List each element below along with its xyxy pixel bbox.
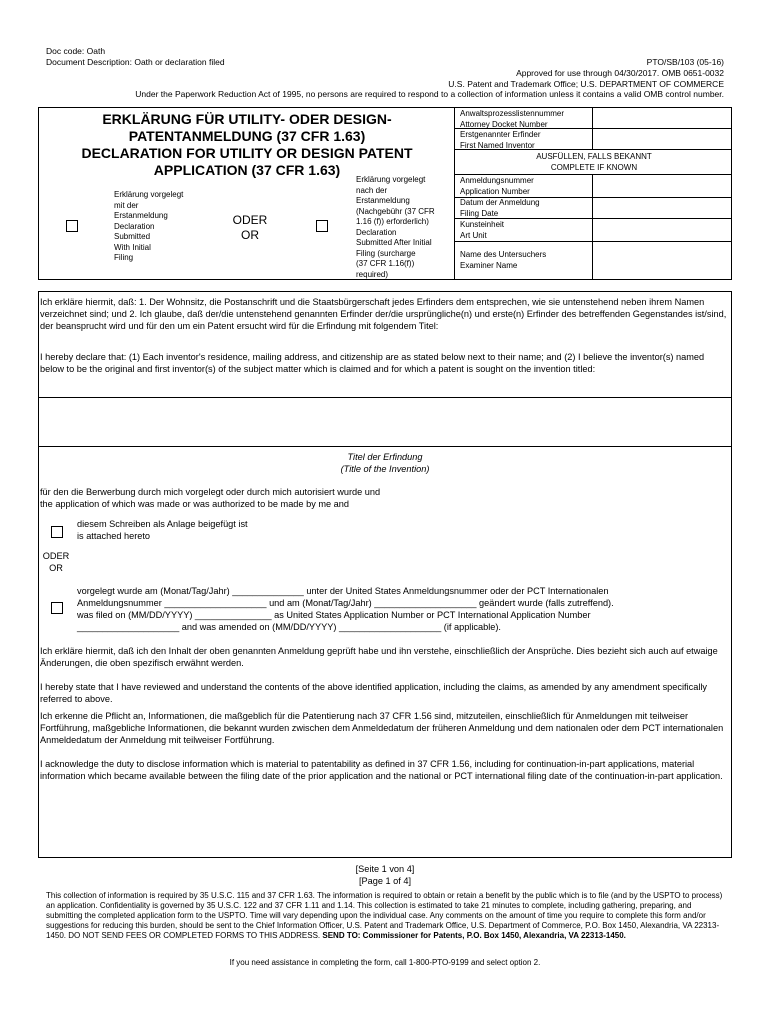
first-inventor-label: Erstgenannter Erfinder First Named Inventor (460, 130, 541, 150)
application-number-label: Anmeldungsnummer Application Number (460, 176, 534, 196)
examiner-name-label: Name des Untersuchers Examiner Name (460, 250, 547, 270)
oder-or-label-2: ODER OR (42, 551, 70, 573)
invention-title-field[interactable] (40, 399, 730, 445)
declare-german: Ich erkläre hiermit, daß: 1. Der Wohnsitz, die Postanschrift und die Staatsbürgerschaft jedes Erfinders dem entsprechen, wie sie untenstehend neben ihrem Namen verzeichnet sind; und 2. Ich glaube, daß der/die untenstehend genannten Erfinder der/die ursprüngliche(n) und erste(n) Erfinder des betreffenden Gegenstandes ist/sind, der beansprucht wird und für den um ein Patent ersucht wird für die Erfindung mit folgendem Titel: (40, 297, 727, 331)
title-english-1: DECLARATION FOR UTILITY OR DESIGN PATENT (81, 145, 413, 161)
art-unit-field[interactable] (594, 220, 730, 240)
form-number: PTO/SB/103 (05-16) (646, 57, 724, 67)
art-unit-label: Kunsteinheit Art Unit (460, 220, 505, 240)
initial-filing-label: Erklärung vorgelegt mit der Erstanmeldung Declaration Submitted With Initial Filing (114, 190, 184, 262)
filing-date-label: Datum der Anmeldung Filing Date (460, 198, 540, 218)
oder-or-label: ODER OR (232, 213, 268, 242)
application-number-field[interactable] (594, 176, 730, 196)
filing-date-field[interactable] (594, 198, 730, 217)
declare-english: I hereby declare that: (1) Each inventor's residence, mailing address, and citizenship are as stated below next to their name; and (2) I believe the inventor(s) named below to be the original and first inventor(s) of the subject matter which is claimed and for which a patent is sought on the invention titled: (40, 352, 705, 374)
page-number: [Seite 1 von 4] [Page 1 of 4] (355, 864, 415, 886)
invention-title-label: Titel der Erfindung (Title of the Invention) (340, 452, 430, 474)
doc-description: Document Description: Oath or declaration filed (46, 57, 225, 67)
title-english-2: APPLICATION (37 CFR 1.63) (153, 162, 341, 178)
attorney-docket-field[interactable] (594, 109, 730, 127)
examiner-name-field[interactable] (594, 243, 730, 279)
made-by-text: für den die Berwerbung durch mich vorgelegt oder durch mich autorisiert wurde und the application of which was made or was authorized to be made by me and (40, 487, 381, 509)
page-title (40, 111, 454, 179)
title-german-2: PATENTANMELDUNG (37 CFR 1.63) (128, 128, 366, 144)
complete-if-known: AUSFÜLLEN, FALLS BEKANNT COMPLETE IF KNOWN (536, 152, 652, 172)
burden-statement: This collection of information is required by 35 U.S.C. 115 and 37 CFR 1.63. The information is required to obtain or retain a benefit by the public which is to file (and by the USPTO to process) an application. Confidentiality is governed by 35 U.S.C. 122 and 37 CFR 1.11 and 1.14. This collection is estimated to take 21 minutes to complete, including gathering, preparing, and submitting the completed application form to the USPTO. Time will vary depending upon the individual case. Any comments on the amount of time you require to complete this form and/or suggestions for reducing this burden, should be sent to the Chief Information Officer, U.S. Patent and Trademark Office, U.S. Department of Commerce, P.O. Box 1450, Alexandria, VA 22313-1450. DO NOT SEND FEES OR COMPLETED FORMS TO THIS ADDRESS. SEND TO: Commissioner for Patents, P.O. Box 1450, Alexandria, VA 22313-1450. (46, 891, 723, 940)
doc-code: Doc code: Oath (46, 46, 106, 56)
assistance-line: If you need assistance in completing the form, call 1-800-PTO-9199 and select option 2. (229, 958, 541, 967)
attorney-docket-label: Anwaltsprozesslistennummer Attorney Docket Number (460, 109, 565, 129)
paperwork-notice: Under the Paperwork Reduction Act of 1995, no persons are required to respond to a collection of information unless it contains a valid OMB control number. (135, 89, 724, 99)
attached-label: diesem Schreiben als Anlage beigefügt ist is attached hereto (77, 519, 248, 541)
after-filing-checkbox[interactable] (316, 220, 328, 232)
duty-german: Ich erkenne die Pflicht an, Informationen, die maßgeblich für die Patentierung nach 37 CFR 1.56 sind, mitzuteilen, einschließlich für Anmeldungen mit teilweiser Fortführung, maßgebliche Informationen, die bekannt wurden zwischen dem Anmeldedatum der früheren Anmeldung und dem nationalen oder dem PCT internationalen Anmeldedatum der Anmeldung mit teilweiser Fortführung. (40, 711, 724, 745)
attached-checkbox[interactable] (51, 526, 63, 538)
duty-english: I acknowledge the duty to disclose information which is material to patentability as defined in 37 CFR 1.56, including for continuation-in-part applications, material information which became available between the filing date of the prior application and the national or PCT international filing date of the continuation-in-part application. (40, 759, 723, 781)
send-to: SEND TO: Commissioner for Patents, P.O. Box 1450, Alexandria, VA 22313-1450. (322, 931, 626, 940)
initial-filing-checkbox[interactable] (66, 220, 78, 232)
agency: U.S. Patent and Trademark Office; U.S. DEPARTMENT OF COMMERCE (448, 79, 724, 89)
approved-through: Approved for use through 04/30/2017. OMB 0651-0032 (516, 68, 724, 78)
filed-on-text: vorgelegt wurde am (Monat/Tag/Jahr) ______________ unter der United States Anmeldungsnummer oder der PCT Internationalen Anmeldungsnummer ____________________ und am (Monat/Tag/Jahr) ____________________ geändert wurde (falls zutreffend). was filed on (MM/DD/YYYY) _______________ as United States Application Number or PCT International Application Number ____________________ and was amended on (MM/DD/YYYY) ____________________ (if applicable). (77, 586, 614, 632)
title-german-1: ERKLÄRUNG FÜR UTILITY- ODER DESIGN- (102, 111, 392, 127)
filed-on-checkbox[interactable] (51, 602, 63, 614)
reviewed-english: I hereby state that I have reviewed and understand the contents of the above identified application, including the claims, as amended by any amendment specifically referred to above. (40, 682, 708, 704)
first-inventor-field[interactable] (594, 130, 730, 148)
after-filing-label: Erklärung vorgelegt nach der Erstanmeldung (Nachgebühr (37 CFR 1.16 (f)) erforderlich) Declaration Submitted After Initial Filing (surcharge (37 CFR 1.16(f)) required) (356, 175, 435, 279)
reviewed-german: Ich erkläre hiermit, daß ich den Inhalt der oben genannten Anmeldung geprüft habe und ihn verstehe, einschließlich der Ansprüche. Dies bezieht sich auch auf etwaige Änderungen, die oben spezifisch erwähnt werden. (40, 646, 718, 668)
